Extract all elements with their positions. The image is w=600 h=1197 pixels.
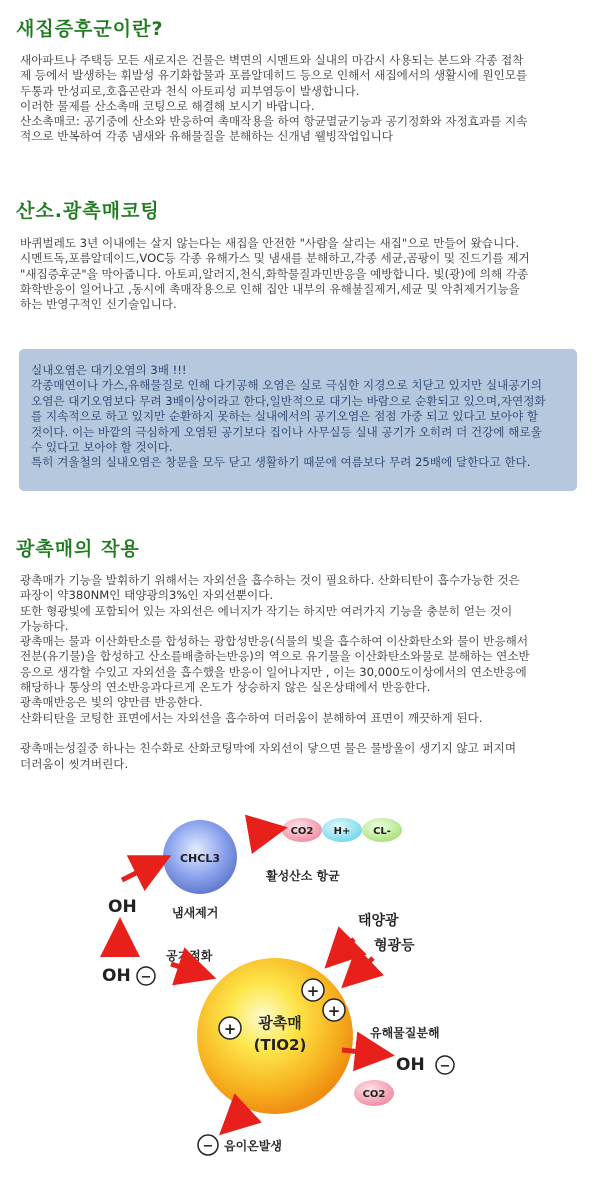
- cl-minus-label: CL-: [373, 826, 391, 837]
- text-line: 파장이 약380NM인 태양광의3%인 자외선뿐이다.: [20, 588, 274, 603]
- tio2-label-2: (TIO2): [253, 1036, 307, 1054]
- text-line: 시멘트독,포름알데이드,VOC등 각종 유해가스 및 냄새를 분해하고,각종 세균,곰팡이 및 진드기를 제거: [20, 251, 530, 266]
- sick-house-paragraph: [20, 53, 576, 145]
- text-line: 산화티탄을 코팅한 표면에서는 자외선을 흡수하여 더러움이 분해하여 표면이 깨끗하게 된다.: [20, 710, 483, 725]
- plus-sign: +: [306, 982, 320, 1000]
- text-line: 더러움이 씻겨버린다.: [20, 756, 129, 771]
- text-line: 화학반응이 일어나고 ,동시에 촉매작용으로 인해 집안 내부의 유해불질제거,세균 및 악취제거기능을: [20, 281, 520, 296]
- text-line: 두통과 만성피로,호흡곤란과 천식 아토피성 피부염등이 발생합니다.: [20, 83, 360, 98]
- arrow-icon: [230, 1110, 246, 1125]
- photocatalyst-diagram: [90, 800, 510, 1170]
- tio2-label-1: 광촉매: [258, 1014, 302, 1032]
- text-line: "새집증후군"을 막아줍니다. 아토피,알러지,천식,화학물질과민반응을 예방합니다. 빛(광)에 의해 각종: [20, 266, 529, 281]
- text-line: [20, 726, 576, 741]
- text-line: 응으로 생각할 수있고 자외선을 흡수했을 반응이 일어나지만 , 이는 30,000도이상에서의 연소반응에: [20, 664, 527, 679]
- section-heading-coating: 산소.광촉매코팅: [16, 200, 160, 222]
- text-line: 특히 겨울철의 실내오염은 창문을 모두 닫고 생활하기 때문에 여름보다 무려 25배에 달한다고 한다.: [31, 455, 531, 470]
- co2-top-label: CO2: [290, 826, 314, 837]
- indoor-pollution-notice-box: [19, 349, 577, 491]
- oh-top-label: OH: [108, 897, 137, 917]
- sunlight-label: 태양광: [358, 913, 399, 929]
- minus-sign: −: [140, 970, 152, 985]
- plus-sign: +: [327, 1002, 341, 1020]
- plus-sign: +: [223, 1020, 237, 1038]
- text-line: 전분(유기물)을 합성하고 산소를배출하는반응)의 역으로 유기물을 이산화탄소와물로 분해하는 연소반: [20, 649, 530, 664]
- text-line: 수 있다고 보아야 할 것이다.: [31, 440, 173, 455]
- text-line: 를 지속적으로 하고 있지만 순환하지 못하는 실내에서의 공기오염은 점점 가중 되고 있다고 보아야 할: [31, 409, 539, 424]
- text-line: 오염은 대기오염보다 무려 3배이상이라고 한다,일반적으로 대기는 바람으로 순환되고 있으며,자연정화: [31, 393, 546, 408]
- section-heading-sick-house: 새집증후군이란?: [16, 18, 164, 40]
- minus-sign: −: [439, 1059, 451, 1074]
- oh-left-label: OH: [102, 966, 131, 986]
- fluorescent-label: 형광등: [374, 938, 415, 954]
- harmful-decomp-label: 유해물질분해: [370, 1026, 440, 1040]
- text-line: 가능하다.: [20, 618, 69, 633]
- arrow-icon: [122, 862, 158, 880]
- notice-title: 실내오염은 대기오염의 3배 !!!: [31, 363, 187, 377]
- co2-bottom-label: CO2: [362, 1089, 386, 1100]
- text-line: 이러한 물제를 산소촉매 코팅으로 해결해 보시기 바랍니다.: [20, 98, 315, 113]
- chcl3-label: CHCL3: [179, 852, 221, 865]
- text-line: 광촉매는성질중 하나는 친수화로 산화코팅막에 자외선이 닿으면 물은 물방울이 생기지 않고 퍼지며: [20, 741, 517, 756]
- arrow-icon: [171, 964, 202, 974]
- section-heading-photocatalyst: 광촉매의 작용: [16, 538, 140, 560]
- deodorize-label: 냄새제거: [172, 906, 219, 920]
- text-line: 광촉매반응은 빛의 양만큼 반응한다.: [20, 695, 203, 710]
- arrow-icon: [335, 939, 354, 958]
- text-line: 각종매연이나 가스,유해물질로 인해 다기공해 오염은 실로 극심한 지경으로 치닫고 있지만 실내공기의: [31, 378, 542, 393]
- air-purify-label: 공기정화: [166, 949, 213, 963]
- text-line: 하는 반영구적인 신기술입니다.: [20, 297, 177, 312]
- text-line: 것이다. 이는 바깥의 극심하게 오염된 공기보다 집이나 사무실등 실내 공기가 오히려 더 건강에 해로울: [31, 424, 542, 439]
- oh-right-label: OH: [396, 1055, 425, 1075]
- arrow-icon: [250, 830, 273, 834]
- minus-sign: −: [202, 1139, 214, 1154]
- photocatalyst-paragraph: [20, 573, 576, 772]
- text-line: 광촉매는 물과 이산화탄소를 합성하는 광합성반응(식물의 빛을 흡수하여 이산화탄소와 물이 반응해서: [20, 634, 529, 649]
- text-line: 산소촉매코: 공기중에 산소와 반응하여 촉매작용을 하여 항균멸균기능과 공기정화와 자정효과를 지속: [20, 114, 528, 129]
- arrow-icon: [352, 958, 373, 978]
- text-line: 제 등에서 발생하는 휘발성 유기화합물과 포름알데히드 등으로 인해서 새집에서의 생활시에 원인모를: [20, 68, 528, 83]
- notice-body: [31, 363, 565, 471]
- text-line: 바퀴벌레도 3년 이내에는 살지 않는다는 새집을 안전한 "사람을 살리는 새집"으로 만들어 왔습니다.: [20, 236, 520, 250]
- text-line: 적으로 반복하여 각종 냄새와 유해물질을 분해하는 신개념 웰빙작업입니다: [20, 129, 393, 144]
- text-line: 또한 형광빛에 포함되어 있는 자외선은 에너지가 작기는 하지만 여러가지 기능을 충분히 얻는 것이: [20, 603, 513, 618]
- text-line: 새아파트나 주택등 모든 새로지은 건물은 벽면의 시멘트와 실내의 마감시 사용되는 본드와 각종 접착: [20, 53, 524, 67]
- coating-paragraph: [20, 236, 576, 312]
- text-line: 광촉매가 기능을 발휘하기 위해서는 자외선을 흡수하는 것이 필요하다. 산화티탄이 흡수가능한 것은: [20, 573, 520, 587]
- h-plus-label: H+: [333, 826, 351, 837]
- anion-label: 음이온발생: [224, 1139, 282, 1153]
- text-line: 해당하나 통상의 연소반응과다르게 온도가 상승하지 않은 실온상태에서 반응한다.: [20, 680, 431, 695]
- active-oxygen-label: 활성산소 항균: [266, 869, 340, 883]
